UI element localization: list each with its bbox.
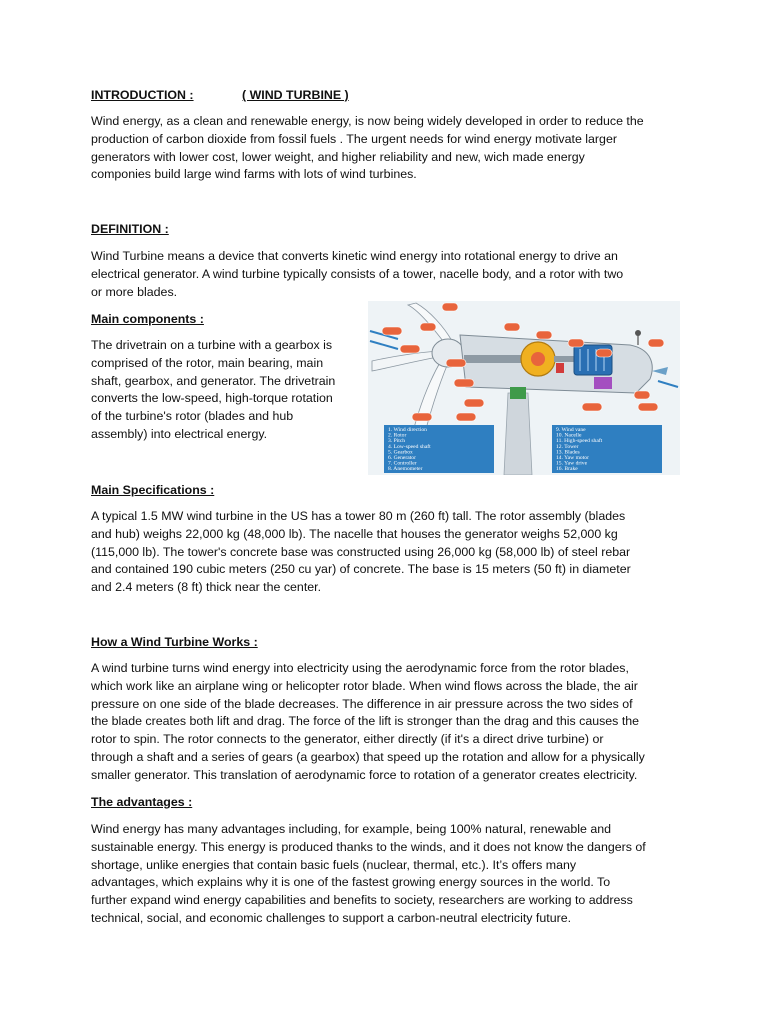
legend-item: 9. Wind vane xyxy=(556,427,586,433)
intro-heading: INTRODUCTION : xyxy=(91,88,194,102)
tower-shape xyxy=(504,393,532,475)
specs-line: and 2.4 meters (8 ft) thick near the center. xyxy=(91,580,322,595)
legend-item: 13. Blades xyxy=(556,449,580,456)
wind-turbine-diagram xyxy=(368,301,680,475)
components-line: shaft, gearbox, and generator. The drivetrain xyxy=(91,373,336,388)
callout-badge xyxy=(412,413,432,421)
callout-badge xyxy=(648,339,664,347)
low-speed-shaft-shape xyxy=(464,355,526,363)
how-line: A wind turbine turns wind energy into electricity using the aerodynamic force from the rotor blades, xyxy=(91,661,629,675)
components-line: comprised of the rotor, main bearing, main xyxy=(91,355,324,370)
gear-center-shape xyxy=(531,352,545,366)
components-line: converts the low-speed, high-torque rotation xyxy=(91,391,333,406)
components-line: assembly) into electrical energy. xyxy=(91,426,268,441)
callout-badge xyxy=(442,303,458,311)
advantages-line: sustainable energy. This energy is produced thanks to the winds, and it does not know the dangers of xyxy=(91,839,646,854)
legend-item: 3. Pitch xyxy=(388,438,406,445)
how-line: smaller generator. This translation of aerodynamic force to rotation of a generator creates electricity. xyxy=(91,767,638,782)
advantages-line: shortage, unlike energies that contain basic fuels (nuclear, thermal, etc.). It’s offers many xyxy=(91,857,577,872)
callout-badge xyxy=(382,327,402,335)
yaw-drive-shape xyxy=(510,387,526,399)
definition-line: or more blades. xyxy=(91,284,178,299)
definition-heading: DEFINITION : xyxy=(91,222,169,236)
legend-item: 12. Tower xyxy=(556,443,579,450)
legend-item: 4. Low-speed shaft xyxy=(388,443,431,450)
advantages-line: advantages, which explains why it is one of the fastest growing energy sources in the world. To xyxy=(91,875,611,890)
intro-subheading: ( WIND TURBINE ) xyxy=(242,88,349,102)
components-line: of the turbine's rotor (blades and hub xyxy=(91,409,294,424)
intro-line: production of carbon dioxide from fossil fuels . The urgent needs for wind energy motivate larger xyxy=(91,131,617,146)
definition-line: Wind Turbine means a device that converts kinetic wind energy into rotational energy to drive an xyxy=(91,249,618,263)
callout-badge xyxy=(638,403,658,411)
components-line: The drivetrain on a turbine with a gearbox is xyxy=(91,338,333,352)
callout-badge xyxy=(568,339,584,347)
intro-paragraph xyxy=(91,113,686,184)
callout-badge xyxy=(582,403,602,411)
how-line: rotor to spin. The rotor connects to the generator, either directly (if it's a direct drive turbine) or xyxy=(91,732,604,747)
intro-line: generators with lower cost, lower weight, and higher reliability and new, wich made energy xyxy=(91,149,585,164)
specs-line: A typical 1.5 MW wind turbine in the US has a tower 80 m (260 ft) tall. The rotor assembly (blades xyxy=(91,509,626,523)
brake-shape xyxy=(556,363,564,373)
callout-badge xyxy=(400,345,420,353)
specs-heading: Main Specifications : xyxy=(91,483,215,497)
intro-line: Wind energy, as a clean and renewable energy, is now being widely developed in order to reduce the xyxy=(91,114,644,128)
callout-badge xyxy=(596,349,612,357)
legend-item: 6. Generator xyxy=(388,455,416,461)
legend-item: 10. Nacelle xyxy=(556,432,582,439)
advantages-line: Wind energy has many advantages including, for example, being 100% natural, renewable and xyxy=(91,822,612,836)
callout-badge xyxy=(446,359,466,367)
how-line: pressure on one side of the blade decreases. The difference in air pressure across the two sides of xyxy=(91,696,633,711)
advantages-line: technical, social, and economic challenges to support a carbon-neutral electricity future. xyxy=(91,910,572,925)
legend-item: 14. Yaw motor xyxy=(556,455,589,461)
how-line: which work like an airplane wing or helicopter rotor blade. When wind flows across the blade, the air xyxy=(91,678,638,693)
callout-badge xyxy=(536,331,552,339)
definition-line: electrical generator. A wind turbine typically consists of a tower, nacelle body, and a rotor with two xyxy=(91,266,624,281)
anemometer-shape xyxy=(635,330,641,336)
specs-paragraph xyxy=(91,508,686,597)
callout-badge xyxy=(456,413,476,421)
legend-item: 7. Controller xyxy=(388,460,417,467)
controller-shape xyxy=(594,377,612,389)
how-heading: How a Wind Turbine Works : xyxy=(91,635,258,649)
specs-line: and contained 190 cubic meters (250 cu yar) of concrete. The base is 15 meters (50 ft) in diameter xyxy=(91,562,631,577)
advantages-heading: The advantages : xyxy=(91,795,193,809)
components-heading: Main components : xyxy=(91,312,204,326)
legend-item: 1. Wind direction xyxy=(388,427,427,433)
how-line: through a shaft and a series of gears (a gearbox) that speed up the rotation and allow for a physically xyxy=(91,749,645,764)
legend-item: 15. Yaw drive xyxy=(556,460,588,467)
intro-line: componies build large wind farms with lots of wind turbines. xyxy=(91,167,417,182)
advantages-line: further expand wind energy capabilities and benefits to society, researchers are working to address xyxy=(91,893,633,908)
legend-item: 11. High-speed shaft xyxy=(556,438,603,445)
callout-badge xyxy=(420,323,436,331)
legend-item: 16. Brake xyxy=(556,466,578,473)
legend-item: 5. Gearbox xyxy=(388,449,413,456)
callout-badge xyxy=(634,391,650,399)
callout-badge xyxy=(504,323,520,331)
legend-item: 2. Rotor xyxy=(388,432,407,439)
legend-item: 8. Anemometer xyxy=(388,466,423,473)
callout-badge xyxy=(454,379,474,387)
advantages-paragraph xyxy=(91,821,686,928)
specs-line: and hub) weighs 22,000 kg (48,000 lb). The nacelle that houses the generator weighs 52,000 kg xyxy=(91,526,618,541)
how-paragraph xyxy=(91,660,686,785)
high-speed-shaft-shape xyxy=(554,356,576,362)
specs-line: (115,000 lb). The tower's concrete base was constructed using 26,000 kg (58,000 lb) of steel rebar xyxy=(91,544,631,559)
definition-paragraph xyxy=(91,248,686,301)
components-paragraph xyxy=(91,337,356,444)
callout-badge xyxy=(464,399,484,407)
how-line: the blade creates both lift and drag. The force of the lift is stronger than the drag and this causes the xyxy=(91,714,640,729)
